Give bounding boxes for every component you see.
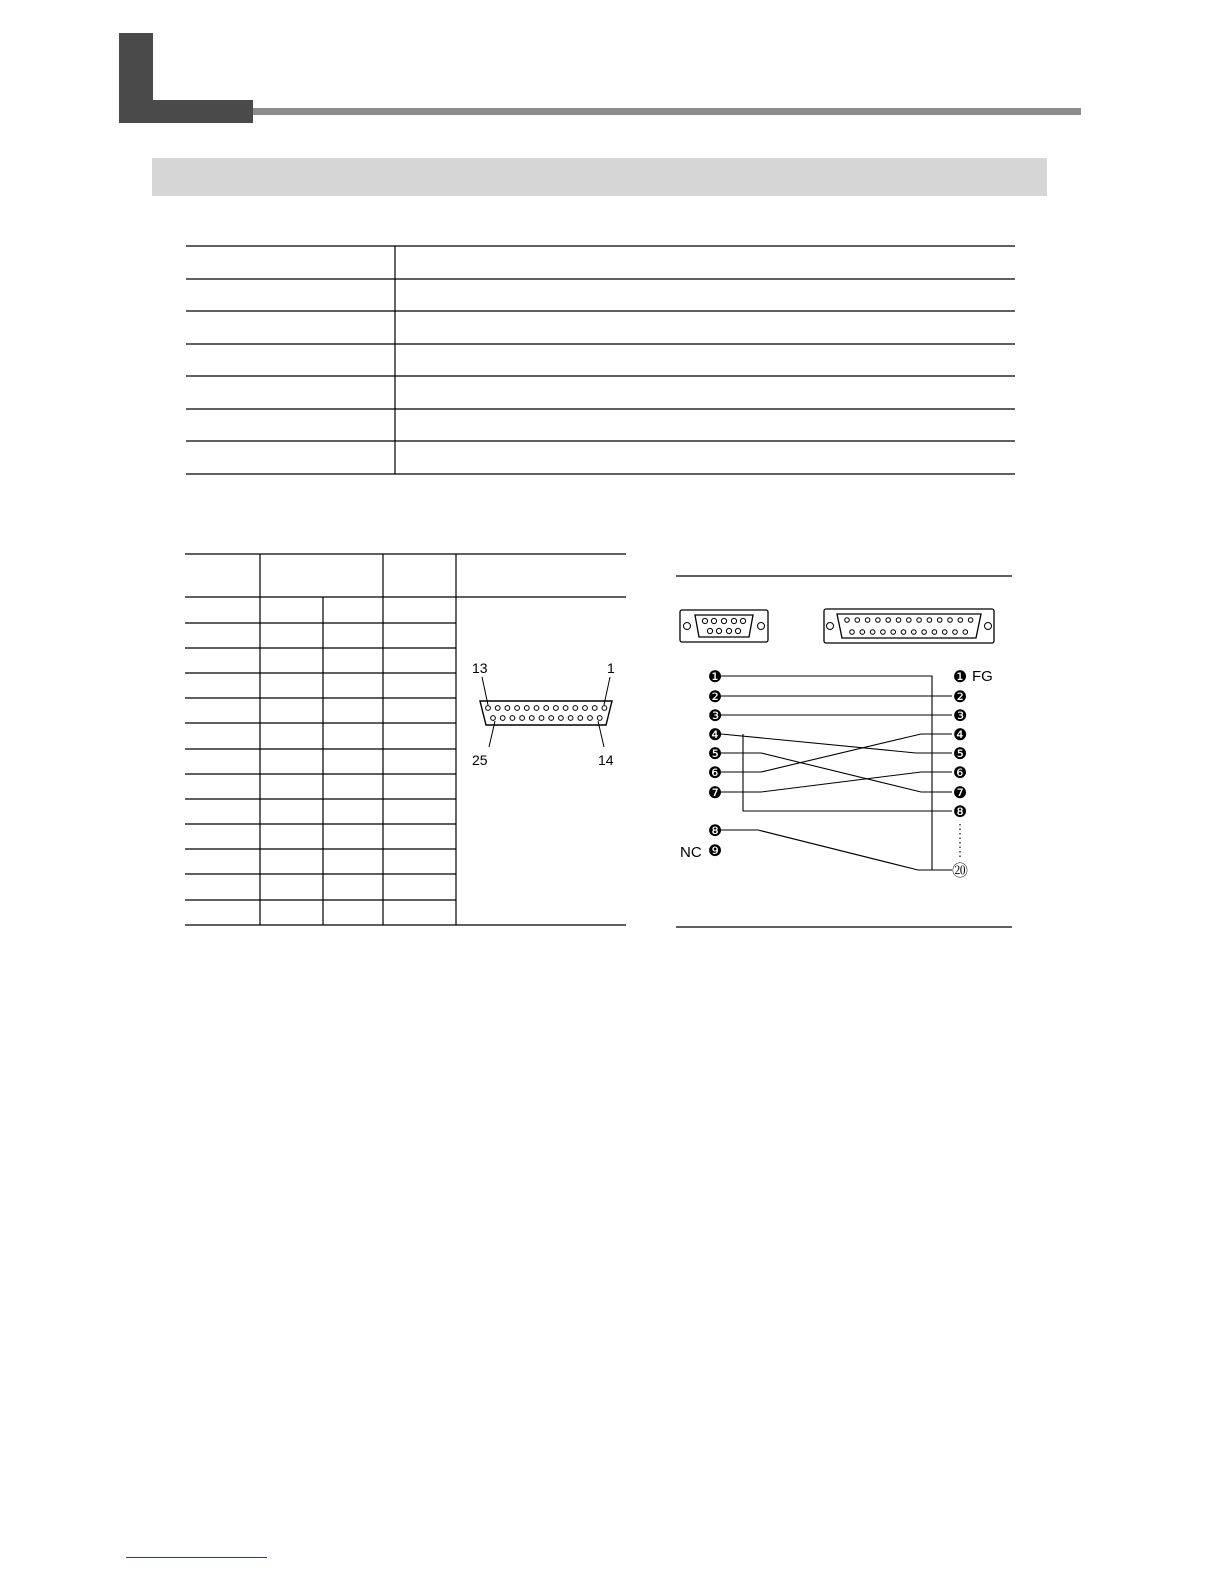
connector-pin-hole	[515, 706, 520, 711]
header-rule	[253, 108, 1081, 115]
left-pin-9: ❾	[707, 841, 723, 860]
connector-pin-hole	[876, 618, 881, 623]
connector-pin-hole	[524, 706, 529, 711]
pin-label-25: 25	[472, 752, 488, 768]
db9-connector-icon	[680, 610, 768, 642]
right-pin-4: ❹	[952, 725, 968, 744]
connector-pin-hole	[942, 630, 947, 635]
connector-pin-hole	[927, 618, 932, 623]
connector-pin-hole	[948, 618, 953, 623]
right-pin-2: ❷	[952, 687, 968, 706]
pin-assignment-table	[185, 553, 626, 926]
connector-pin-hole	[922, 630, 927, 635]
connector-pin-hole	[592, 706, 597, 711]
connector-pin-hole	[855, 618, 860, 623]
left-pin-7: ❼	[707, 783, 723, 802]
connector-pin-hole	[491, 716, 496, 721]
connector-pin-hole	[881, 630, 886, 635]
left-pin-4: ❹	[707, 725, 723, 744]
connector-pin-hole	[568, 716, 573, 721]
connector-pin-hole	[896, 618, 901, 623]
left-pin-3: ❸	[707, 706, 723, 725]
connector-pin-hole	[495, 706, 500, 711]
right-pin-1: ❶	[952, 667, 968, 686]
connector-pin-hole	[886, 618, 891, 623]
db25-connector-icon	[480, 677, 612, 747]
connector-pin-hole	[963, 630, 968, 635]
connector-pin-hole	[544, 706, 549, 711]
connector-pin-hole	[529, 716, 534, 721]
connector-pin-hole	[510, 716, 515, 721]
fg-label: FG	[972, 668, 993, 685]
connector-pin-hole	[573, 706, 578, 711]
connector-pin-hole	[534, 706, 539, 711]
connector-pin-hole	[602, 706, 607, 711]
connector-pin-hole	[865, 618, 870, 623]
footer-link-underline[interactable]	[126, 1557, 267, 1558]
connector-pin-hole	[583, 706, 588, 711]
connector-pin-hole	[578, 716, 583, 721]
left-pin-8: ❽	[707, 821, 723, 840]
chapter-marker-foot	[119, 100, 253, 123]
left-pin-2: ❷	[707, 687, 723, 706]
connector-pin-hole	[968, 618, 973, 623]
pin-label-13: 13	[472, 660, 488, 676]
spec-table	[186, 245, 1015, 475]
nc-label: NC	[680, 844, 702, 861]
connector-pin-hole	[937, 618, 942, 623]
connector-pin-hole	[907, 618, 912, 623]
connector-pin-hole	[912, 630, 917, 635]
cable-wiring-diagram	[676, 575, 1012, 929]
db25-connector-large-icon	[824, 609, 994, 643]
right-pin-3: ❸	[952, 706, 968, 725]
left-pin-1: ❶	[707, 667, 723, 686]
connector-pin-hole	[520, 716, 525, 721]
right-pin-20: ⑳	[951, 861, 969, 880]
connector-pin-hole	[559, 716, 564, 721]
connector-pin-hole	[539, 716, 544, 721]
connector-pin-hole	[597, 716, 602, 721]
connector-pin-hole	[549, 716, 554, 721]
connector-pin-hole	[554, 706, 559, 711]
connector-pin-hole	[901, 630, 906, 635]
connector-pin-hole	[563, 706, 568, 711]
right-pin-5: ❺	[952, 744, 968, 763]
left-pin-5: ❺	[707, 744, 723, 763]
pin-label-14: 14	[598, 752, 614, 768]
connector-pin-hole	[958, 618, 963, 623]
left-pin-6: ❻	[707, 763, 723, 782]
section-heading-bar	[152, 158, 1047, 196]
right-pin-7: ❼	[952, 783, 968, 802]
connector-pin-hole	[588, 716, 593, 721]
connector-pin-hole	[917, 618, 922, 623]
connector-pin-hole	[850, 630, 855, 635]
connector-pin-hole	[500, 716, 505, 721]
connector-pin-hole	[860, 630, 865, 635]
connector-pin-hole	[505, 706, 510, 711]
right-pin-8: ❽	[952, 802, 968, 821]
connector-pin-hole	[932, 630, 937, 635]
connector-pin-hole	[845, 618, 850, 623]
connector-pin-hole	[870, 630, 875, 635]
connector-pin-hole	[891, 630, 896, 635]
connector-pin-hole	[486, 706, 491, 711]
connector-pin-hole	[953, 630, 958, 635]
pin-label-1: 1	[607, 660, 615, 676]
right-pin-6: ❻	[952, 763, 968, 782]
